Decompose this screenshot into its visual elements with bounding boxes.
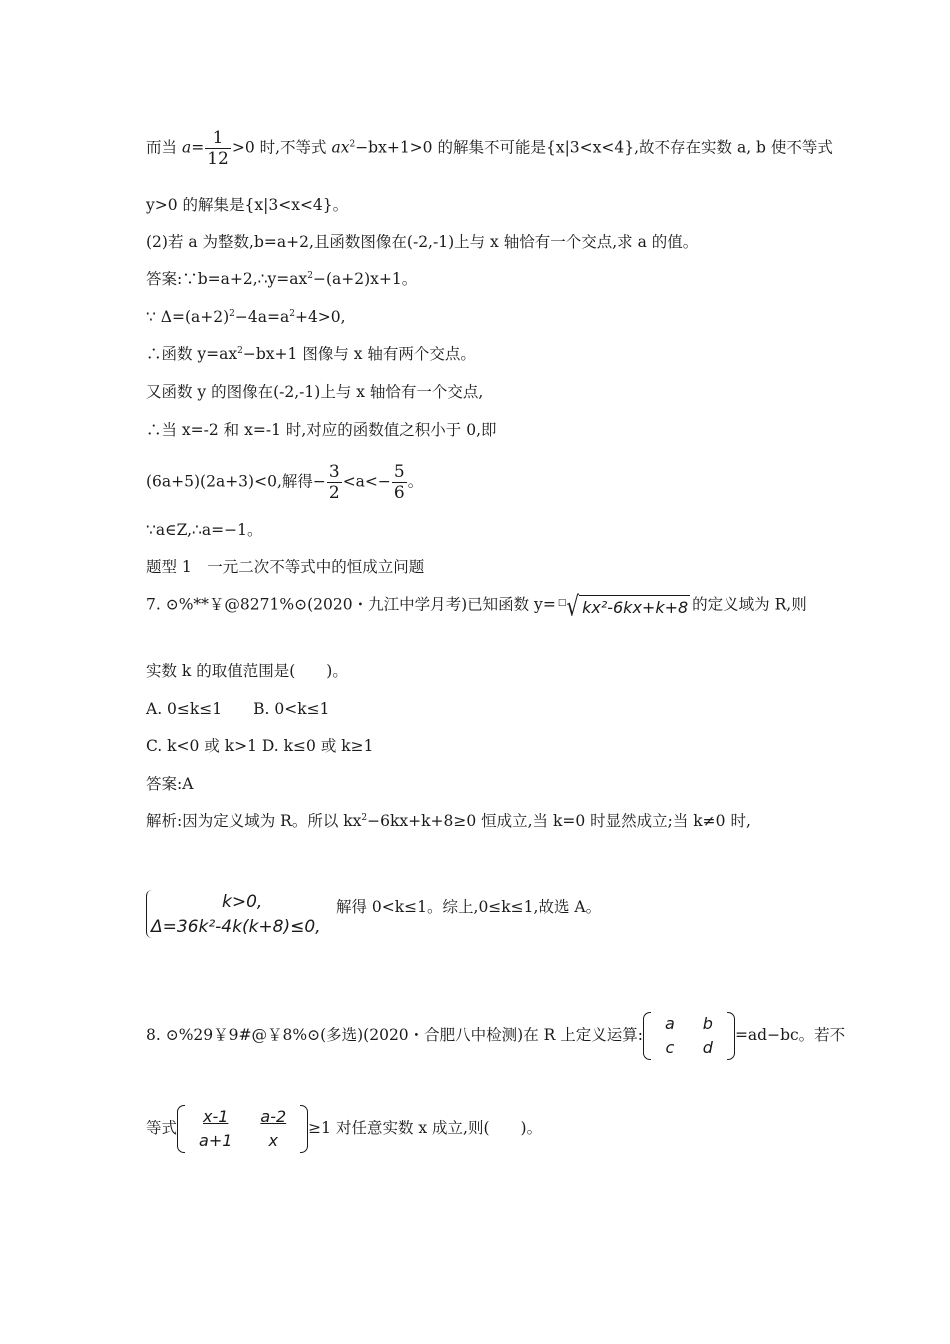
numerator: 5 xyxy=(393,462,405,482)
denominator: 12 xyxy=(207,149,229,169)
denominator: 2 xyxy=(328,483,340,503)
cell-d: d xyxy=(702,1038,713,1057)
solution-line-2: y>0 的解集是{x|3<x<4}。 xyxy=(146,196,349,214)
exponent: 2 xyxy=(361,813,368,823)
fraction-3-2 xyxy=(327,462,342,503)
answer-line-7: ∵a∈Z,∴a=−1。 xyxy=(146,521,263,539)
cell-a+1: a+1 xyxy=(199,1131,233,1150)
exponent: 2 xyxy=(349,139,356,150)
text: ∵ Δ=(a+2) xyxy=(146,308,230,326)
option-ab: A. 0≤k≤1 B. 0<k≤1 xyxy=(146,700,330,718)
question-8-line-2 xyxy=(146,1105,542,1153)
expr-rest: −bx+1>0 xyxy=(355,138,433,157)
text: ≥1 对任意实数 x 成立,则( )。 xyxy=(308,1119,543,1137)
exponent: 2 xyxy=(289,309,295,319)
system-conclusion: 解得 0<k≤1。综上,0≤k≤1,故选 A。 xyxy=(336,898,602,916)
determinant-inequality xyxy=(177,1105,308,1153)
text: >0 时,不等式 xyxy=(231,138,332,157)
option-cd: C. k<0 或 k>1 D. k≤0 或 k≥1 xyxy=(146,737,374,755)
cell-c: c xyxy=(665,1038,675,1057)
text: ∴函数 y=ax xyxy=(146,345,238,363)
text: 。 xyxy=(407,472,424,491)
sqrt-expression xyxy=(557,589,690,623)
fraction-1-12 xyxy=(205,128,231,169)
matrix xyxy=(185,1105,300,1153)
text: 而当 xyxy=(146,138,182,157)
right-bracket xyxy=(300,1105,308,1153)
text: 等式 xyxy=(146,1119,178,1137)
answer-line-4: 又函数 y 的图像在(-2,-1)上与 x 轴恰有一个交点, xyxy=(146,383,484,401)
text: 解析:因为定义域为 R。所以 kx xyxy=(146,812,362,830)
answer-line-1 xyxy=(146,268,417,290)
cell-a: a xyxy=(664,1014,675,1033)
answer-line-6 xyxy=(146,462,423,503)
text: =ad−bc。若不 xyxy=(734,1026,846,1044)
system-row-2: Δ=36k²-4k(k+8)≤0, xyxy=(151,917,321,937)
radicand: kx²-6kx+k+8 xyxy=(579,595,690,619)
left-bracket xyxy=(177,1105,185,1153)
analysis-line xyxy=(146,810,751,832)
question-7 xyxy=(146,589,807,623)
var-a: a xyxy=(181,138,192,157)
inequality-system xyxy=(146,888,346,940)
fraction-5-6 xyxy=(392,462,407,503)
equals: = xyxy=(191,138,205,157)
system-row-1: k>0, xyxy=(222,892,263,912)
answer-line-2 xyxy=(146,306,346,328)
cell-x-1: x-1 xyxy=(203,1107,229,1126)
determinant-abcd xyxy=(643,1012,735,1060)
cell-a-2: a-2 xyxy=(260,1107,287,1126)
question-2: (2)若 a 为整数,b=a+2,且函数图像在(-2,-1)上与 x 轴恰有一个交点,求 a 的值。 xyxy=(146,233,699,251)
exponent: 2 xyxy=(307,271,313,281)
text: 的解集不可能是{x|3<x<4},故不存在实数 a, b 使不等式 xyxy=(432,138,833,157)
text: (6a+5)(2a+3)<0,解得− xyxy=(146,472,326,491)
cell-b: b xyxy=(702,1014,713,1033)
question-8 xyxy=(146,1012,845,1060)
text: 答案:∵b=a+2,∴y=ax xyxy=(146,270,308,288)
text: −4a=a xyxy=(234,308,290,326)
solution-line-1 xyxy=(146,128,833,169)
section-heading: 题型 1 一元二次不等式中的恒成立问题 xyxy=(146,558,425,576)
numerator: 3 xyxy=(328,462,340,482)
text: −(a+2)x+1。 xyxy=(312,270,418,288)
left-bracket xyxy=(643,1012,651,1060)
answer-7: 答案:A xyxy=(146,775,194,793)
exponent: 2 xyxy=(229,309,235,319)
radical-sign: √ xyxy=(566,589,580,623)
placeholder-box: □ xyxy=(557,598,567,608)
numerator: 1 xyxy=(205,128,231,149)
answer-line-3 xyxy=(146,343,476,365)
matrix xyxy=(651,1012,727,1060)
text: 8. ⊙%29￥9#@￥8%⊙(多选)(2020・合肥八中检测)在 R 上定义运算: xyxy=(146,1026,643,1044)
text: 7. ⊙%**￥@8271%⊙(2020・九江中学月考)已知函数 y= xyxy=(146,595,556,614)
right-bracket xyxy=(727,1012,735,1060)
text: −bx+1 图像与 x 轴有两个交点。 xyxy=(242,345,476,363)
answer-line-5: ∴当 x=-2 和 x=-1 时,对应的函数值之积小于 0,即 xyxy=(146,421,497,439)
text: +4>0, xyxy=(294,308,346,326)
cell-x: x xyxy=(268,1131,279,1150)
expr: ax xyxy=(331,138,350,157)
denominator: 6 xyxy=(393,483,405,503)
text: 的定义域为 R,则 xyxy=(692,595,807,614)
text: −6kx+k+8≥0 恒成立,当 k=0 时显然成立;当 k≠0 时, xyxy=(367,812,751,830)
text: <a<− xyxy=(342,472,391,491)
question-7-line-2: 实数 k 的取值范围是( )。 xyxy=(146,662,348,680)
exponent: 2 xyxy=(237,346,243,356)
